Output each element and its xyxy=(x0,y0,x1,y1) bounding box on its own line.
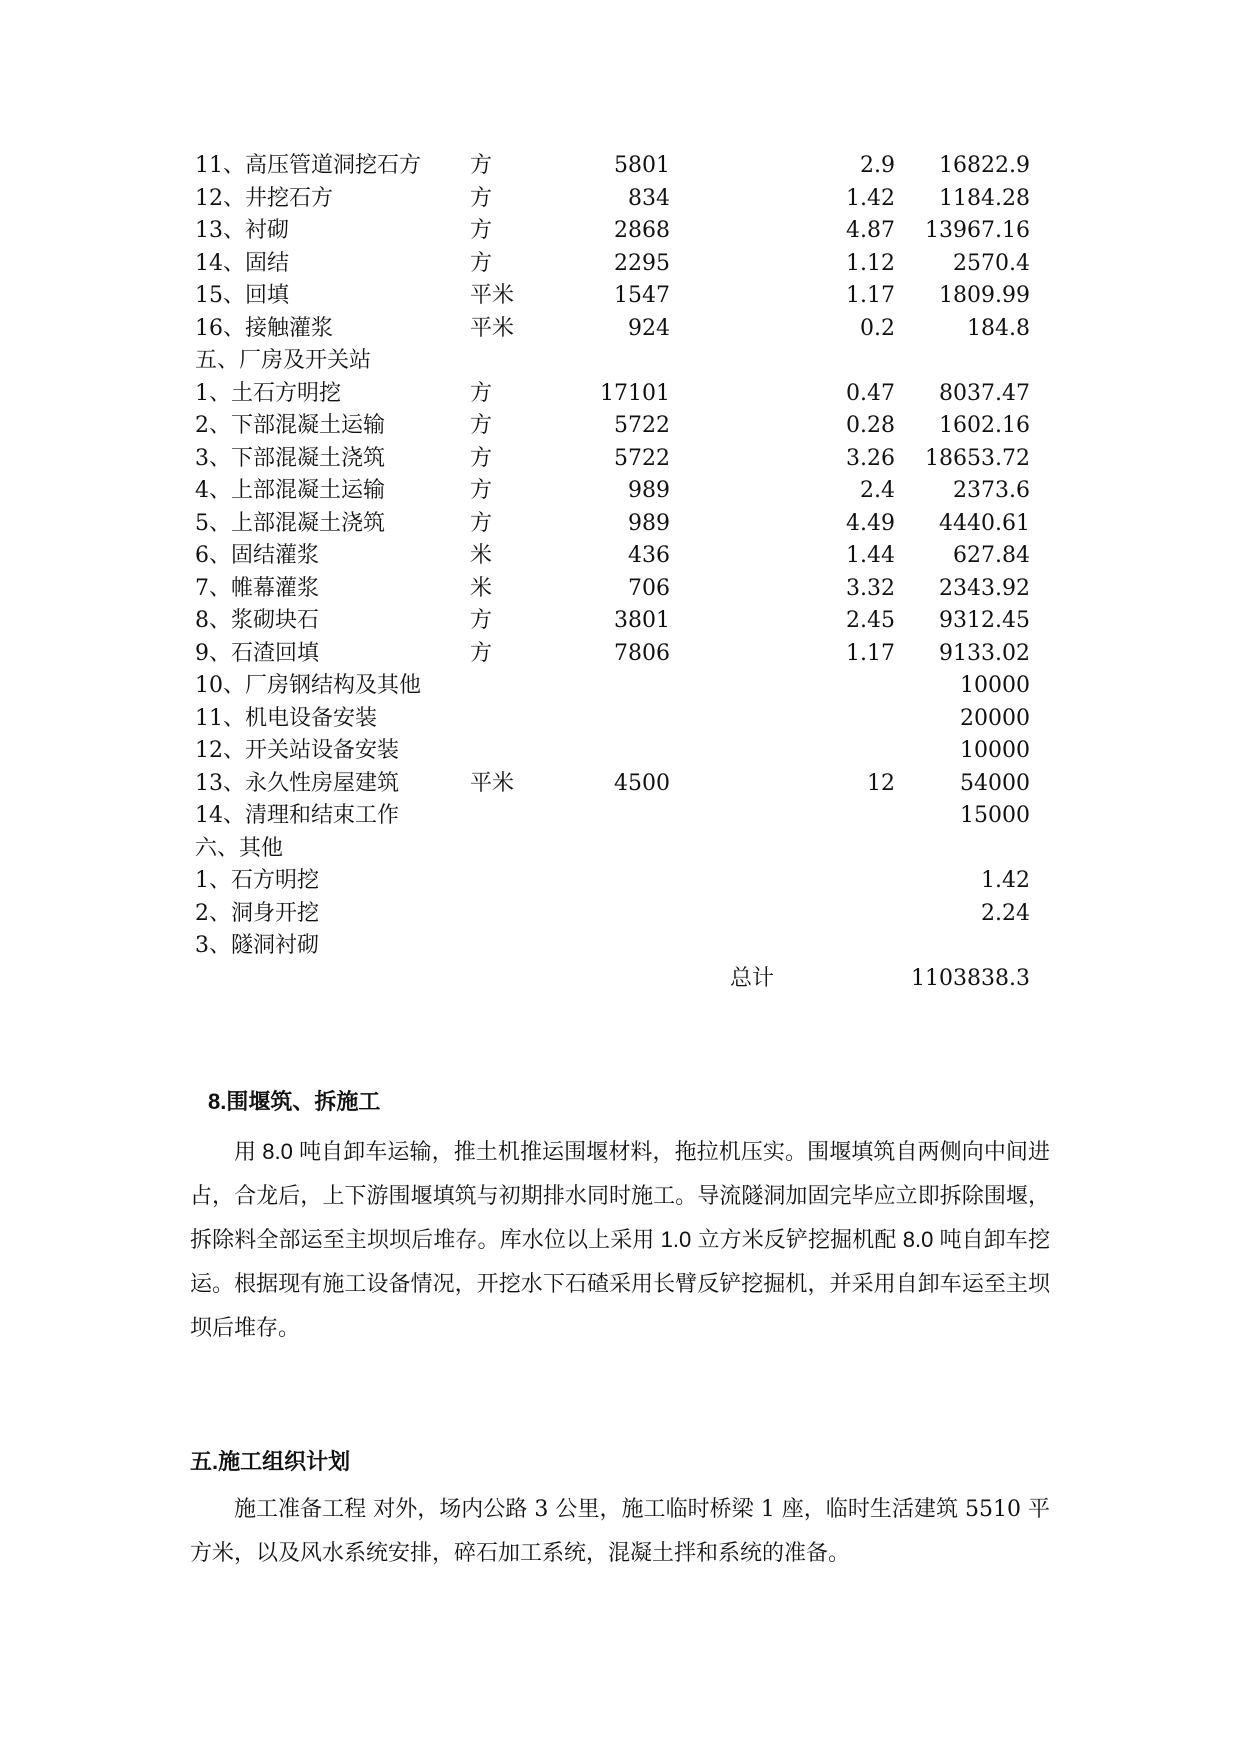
item-name: 1、土石方明挖 xyxy=(195,380,341,406)
empty-cell xyxy=(195,963,470,996)
item-total xyxy=(895,833,1030,866)
item-unit: 方 xyxy=(470,218,493,243)
item-total: 1602.16 xyxy=(939,413,1030,438)
table-row xyxy=(195,443,1030,476)
item-unit: 平米 xyxy=(470,770,515,796)
item-unit-price: 2.9 xyxy=(860,153,895,178)
item-name: 10、厂房钢结构及其他 xyxy=(195,673,421,698)
item-unit-price: 0.2 xyxy=(860,315,895,341)
item-quantity: 17101 xyxy=(600,380,670,406)
item-name: 13、衬砌 xyxy=(195,218,289,243)
item-unit-price: 0.47 xyxy=(846,380,895,406)
item-unit xyxy=(470,735,560,768)
item-unit-price: 2.45 xyxy=(846,608,895,633)
item-unit xyxy=(470,800,560,833)
item-quantity xyxy=(560,898,670,931)
item-total: 18653.72 xyxy=(925,445,1030,471)
item-name: 2、下部混凝土运输 xyxy=(195,413,385,438)
table-row xyxy=(195,573,1030,606)
table-row xyxy=(195,638,1030,671)
table-row xyxy=(195,768,1030,801)
item-quantity: 924 xyxy=(628,315,670,341)
table-row xyxy=(195,800,1030,833)
item-total: 16822.9 xyxy=(939,153,1030,178)
item-unit-price: 1.17 xyxy=(846,640,895,666)
item-quantity xyxy=(560,735,670,768)
table-row xyxy=(195,865,1030,898)
cost-table xyxy=(195,150,1030,995)
item-total: 20000 xyxy=(960,705,1030,731)
item-quantity xyxy=(560,833,670,866)
cost-table-body xyxy=(195,150,1030,995)
item-quantity: 989 xyxy=(628,478,670,503)
item-name: 11、高压管道洞挖石方 xyxy=(195,153,421,178)
item-unit: 方 xyxy=(470,640,493,666)
item-unit-price xyxy=(670,898,895,931)
item-unit: 方 xyxy=(470,153,493,178)
item-quantity: 4500 xyxy=(614,770,670,796)
item-total xyxy=(895,930,1030,963)
item-total: 2343.92 xyxy=(939,575,1030,601)
item-unit-price: 4.49 xyxy=(846,510,895,536)
item-unit xyxy=(470,898,560,931)
item-total: 1184.28 xyxy=(939,185,1030,211)
table-row xyxy=(195,735,1030,768)
item-quantity: 5801 xyxy=(614,153,670,178)
item-unit xyxy=(470,833,560,866)
item-unit-price: 1.12 xyxy=(846,250,895,276)
item-quantity: 834 xyxy=(628,185,670,211)
item-name: 5、上部混凝土浇筑 xyxy=(195,510,385,536)
item-unit-price xyxy=(670,670,895,703)
item-unit-price xyxy=(670,345,895,378)
item-unit-price: 1.44 xyxy=(846,543,895,568)
item-unit: 米 xyxy=(470,575,493,601)
item-name: 8、浆砌块石 xyxy=(195,608,319,633)
item-unit: 平米 xyxy=(470,315,515,341)
item-name: 15、回填 xyxy=(195,283,289,308)
item-quantity: 436 xyxy=(628,543,670,568)
item-total: 8037.47 xyxy=(939,380,1030,406)
item-unit-price: 0.28 xyxy=(846,413,895,438)
item-name: 1、石方明挖 xyxy=(195,868,319,893)
item-unit-price: 3.32 xyxy=(846,575,895,601)
item-unit-price xyxy=(670,930,895,963)
item-quantity xyxy=(560,800,670,833)
item-unit: 方 xyxy=(470,608,493,633)
item-unit xyxy=(470,670,560,703)
item-quantity xyxy=(560,345,670,378)
item-unit: 方 xyxy=(470,250,493,276)
item-unit-price xyxy=(670,800,895,833)
item-name: 4、上部混凝土运输 xyxy=(195,478,385,503)
item-name: 2、洞身开挖 xyxy=(195,900,319,926)
item-quantity: 989 xyxy=(628,510,670,536)
table-row xyxy=(195,670,1030,703)
item-name: 六、其他 xyxy=(195,835,284,861)
item-unit: 方 xyxy=(470,413,493,438)
table-row xyxy=(195,215,1030,248)
table-row xyxy=(195,345,1030,378)
table-row xyxy=(195,930,1030,963)
item-total: 10000 xyxy=(960,738,1030,763)
item-total: 1.42 xyxy=(981,868,1030,893)
item-unit: 方 xyxy=(470,445,493,471)
item-name: 16、接触灌浆 xyxy=(195,315,333,341)
item-unit-price xyxy=(670,865,895,898)
item-name: 3、下部混凝土浇筑 xyxy=(195,445,385,471)
item-unit-price xyxy=(670,735,895,768)
item-unit-price: 1.17 xyxy=(846,283,895,308)
item-total: 2373.6 xyxy=(953,478,1030,503)
item-quantity xyxy=(560,703,670,736)
item-name: 14、固结 xyxy=(195,250,289,276)
item-total: 184.8 xyxy=(967,315,1030,341)
table-row xyxy=(195,248,1030,281)
item-total: 2.24 xyxy=(981,900,1030,926)
item-total: 54000 xyxy=(960,770,1030,796)
item-unit: 方 xyxy=(470,185,493,211)
item-unit-price: 4.87 xyxy=(846,218,895,243)
item-unit-price: 1.42 xyxy=(846,185,895,211)
table-row xyxy=(195,703,1030,736)
item-unit: 方 xyxy=(470,380,493,406)
table-row xyxy=(195,410,1030,443)
item-unit xyxy=(470,930,560,963)
item-name: 12、井挖石方 xyxy=(195,185,333,211)
table-row xyxy=(195,605,1030,638)
item-quantity: 706 xyxy=(628,575,670,601)
item-quantity xyxy=(560,865,670,898)
item-unit: 方 xyxy=(470,510,493,536)
section-8-paragraph: 用 8.0 吨自卸车运输，推土机推运围堰材料，拖拉机压实。围堰填筑自两侧向中间进占，合龙后，上下游围堰填筑与初期排水同时施工。导流隧洞加固完毕应立即拆除围堰，拆除料全部运至主坝坝后堆存。库水位以上采用 1.0 立方米反铲挖掘机配 8.0 吨自卸车挖运。根据现有施工设备情况，开挖水下石碴采用长臂反铲挖掘机，并采用自卸车运至主坝坝后堆存。 xyxy=(190,1139,1050,1340)
item-unit xyxy=(470,345,560,378)
item-name: 6、固结灌浆 xyxy=(195,543,319,568)
item-name: 五、厂房及开关站 xyxy=(195,348,372,373)
item-quantity: 3801 xyxy=(614,608,670,633)
item-name: 13、永久性房屋建筑 xyxy=(195,770,399,796)
table-row xyxy=(195,378,1030,411)
item-name: 9、石渣回填 xyxy=(195,640,319,666)
item-name: 12、开关站设备安装 xyxy=(195,738,399,763)
item-quantity: 7806 xyxy=(614,640,670,666)
item-quantity xyxy=(560,670,670,703)
item-name: 7、帷幕灌浆 xyxy=(195,575,319,601)
section-5-paragraph: 施工准备工程 对外，场内公路 3 公里，施工临时桥梁 1 座，临时生活建筑 5510 平方米，以及风水系统安排，碎石加工系统，混凝土拌和系统的准备。 xyxy=(190,1497,1050,1566)
item-total: 10000 xyxy=(960,673,1030,698)
item-quantity: 2295 xyxy=(614,250,670,276)
item-total: 9133.02 xyxy=(939,640,1030,666)
table-row xyxy=(195,280,1030,313)
item-unit: 平米 xyxy=(470,283,515,308)
item-unit xyxy=(470,703,560,736)
item-total: 15000 xyxy=(960,803,1030,828)
item-unit-price: 3.26 xyxy=(846,445,895,471)
item-total: 13967.16 xyxy=(925,218,1030,243)
item-unit-price: 12 xyxy=(867,770,895,796)
empty-cell xyxy=(470,963,560,996)
table-row xyxy=(195,898,1030,931)
item-total: 1809.99 xyxy=(939,283,1030,308)
item-quantity: 2868 xyxy=(614,218,670,243)
item-name: 3、隧洞衬砌 xyxy=(195,933,319,958)
item-name: 11、机电设备安装 xyxy=(195,705,377,731)
table-row xyxy=(195,150,1030,183)
item-name: 14、清理和结束工作 xyxy=(195,803,399,828)
item-quantity xyxy=(560,930,670,963)
table-row xyxy=(195,183,1030,216)
item-quantity: 1547 xyxy=(614,283,670,308)
item-total: 9312.45 xyxy=(939,608,1030,633)
item-unit: 米 xyxy=(470,543,493,568)
grand-total-row xyxy=(195,963,1030,996)
item-unit-price xyxy=(670,703,895,736)
item-total: 627.84 xyxy=(953,543,1030,568)
item-total: 4440.61 xyxy=(939,510,1030,536)
item-unit: 方 xyxy=(470,478,493,503)
grand-total-label: 总计 xyxy=(730,965,775,991)
empty-cell xyxy=(560,963,670,996)
grand-total-value: 1103838.3 xyxy=(911,965,1030,991)
item-total xyxy=(895,345,1030,378)
item-unit-price xyxy=(670,833,895,866)
table-row xyxy=(195,833,1030,866)
item-quantity: 5722 xyxy=(614,413,670,438)
item-total: 2570.4 xyxy=(953,250,1030,276)
section-8-heading: 8.围堰筑、拆施工 xyxy=(208,1089,381,1114)
item-unit xyxy=(470,865,560,898)
section-5-heading: 五.施工组织计划 xyxy=(190,1449,351,1474)
table-row xyxy=(195,313,1030,346)
item-quantity: 5722 xyxy=(614,445,670,471)
table-row xyxy=(195,475,1030,508)
table-row xyxy=(195,508,1030,541)
item-unit-price: 2.4 xyxy=(860,478,895,503)
table-row xyxy=(195,540,1030,573)
